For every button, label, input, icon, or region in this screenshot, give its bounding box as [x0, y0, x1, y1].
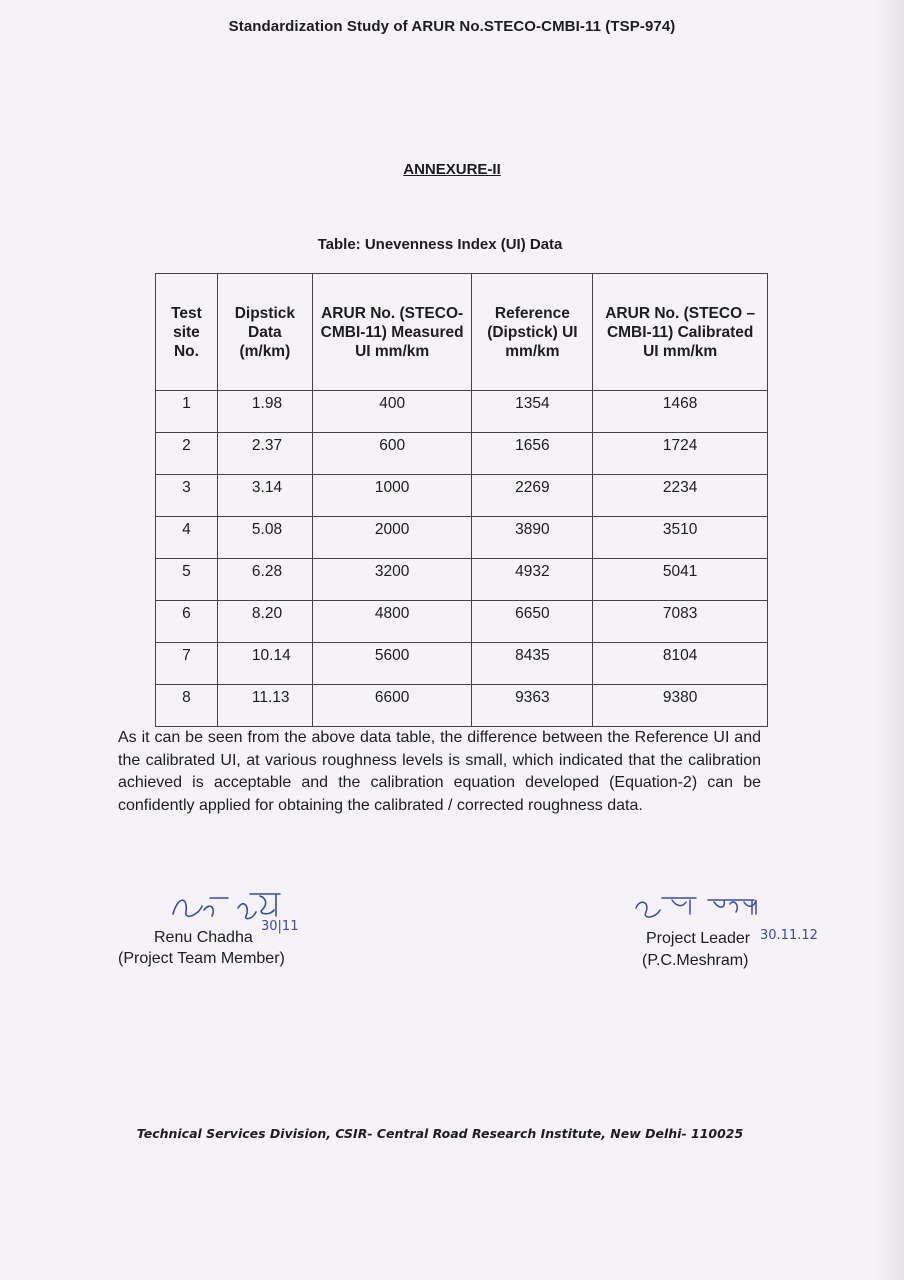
table-row	[156, 517, 768, 559]
col-header-reference-ui: Reference (Dipstick) UI mm/km	[472, 274, 593, 391]
cell-calibrated: 1724	[593, 433, 768, 475]
cell-dipstick: 1.98	[217, 391, 312, 433]
page-header: Standardization Study of ARUR No.STECO-CMBI-11 (TSP-974)	[228, 18, 676, 35]
table-row	[156, 433, 768, 475]
cell-reference: 6650	[472, 601, 593, 643]
cell-measured: 6600	[312, 685, 472, 727]
signer-name-left: Renu Chadha	[154, 929, 253, 946]
cell-site-no: 8	[156, 685, 218, 727]
cell-dipstick: 6.28	[217, 559, 312, 601]
cell-site-no: 4	[156, 517, 218, 559]
page-edge-shadow	[874, 0, 904, 1280]
cell-reference: 3890	[472, 517, 593, 559]
cell-calibrated: 8104	[593, 643, 768, 685]
table-row	[156, 643, 768, 685]
table-header-row	[156, 274, 768, 391]
cell-calibrated: 5041	[593, 559, 768, 601]
cell-reference: 4932	[472, 559, 593, 601]
cell-calibrated: 9380	[593, 685, 768, 727]
cell-dipstick: 11.13	[217, 685, 312, 727]
cell-measured: 400	[312, 391, 472, 433]
cell-dipstick: 10.14	[217, 643, 312, 685]
cell-reference: 1656	[472, 433, 593, 475]
cell-site-no: 7	[156, 643, 218, 685]
cell-measured: 3200	[312, 559, 472, 601]
table-row	[156, 685, 768, 727]
signer-role-left: (Project Team Member)	[118, 950, 285, 967]
col-header-measured-ui: ARUR No. (STECO-CMBI-11) Measured UI mm/km	[312, 274, 472, 391]
cell-dipstick: 3.14	[217, 475, 312, 517]
signer-title-right: Project Leader	[646, 930, 751, 947]
col-header-test-site: Test site No.	[156, 274, 218, 391]
cell-measured: 4800	[312, 601, 472, 643]
cell-site-no: 2	[156, 433, 218, 475]
page-footer: Technical Services Division, CSIR- Central Road Research Institute, New Delhi- 110025	[136, 1126, 744, 1141]
cell-reference: 9363	[472, 685, 593, 727]
signature-block-left	[118, 886, 378, 976]
cell-calibrated: 2234	[593, 475, 768, 517]
cell-site-no: 1	[156, 391, 218, 433]
signer-role-right: (P.C.Meshram)	[642, 952, 749, 969]
table-row	[156, 475, 768, 517]
cell-measured: 600	[312, 433, 472, 475]
cell-calibrated: 3510	[593, 517, 768, 559]
table-row	[156, 391, 768, 433]
handwritten-date-left: 30|11	[261, 919, 299, 934]
signature-block-right	[620, 892, 850, 982]
cell-dipstick: 5.08	[217, 517, 312, 559]
table-row	[156, 601, 768, 643]
col-header-dipstick-data: Dipstick Data (m/km)	[217, 274, 312, 391]
conclusion-paragraph: As it can be seen from the above data table, the difference between the Reference UI and the calibrated UI, at various roughness levels is small, which indicated that the calibration achieved is acceptable and the calibration equation developed (Equation-2) can be confidently applied for obtaining the calibrated / corrected roughness data.	[118, 729, 761, 814]
cell-site-no: 6	[156, 601, 218, 643]
cell-site-no: 5	[156, 559, 218, 601]
cell-reference: 2269	[472, 475, 593, 517]
cell-dipstick: 2.37	[217, 433, 312, 475]
cell-reference: 1354	[472, 391, 593, 433]
table-row	[156, 559, 768, 601]
cell-measured: 2000	[312, 517, 472, 559]
cell-measured: 5600	[312, 643, 472, 685]
table-title: Table: Unevenness Index (UI) Data	[317, 236, 563, 253]
ui-data-table	[155, 273, 768, 727]
col-header-calibrated-ui: ARUR No. (STECO –CMBI-11) Calibrated UI mm/km	[593, 274, 768, 391]
handwritten-date-right: 30.11.12	[760, 928, 818, 943]
cell-reference: 8435	[472, 643, 593, 685]
cell-calibrated: 7083	[593, 601, 768, 643]
cell-calibrated: 1468	[593, 391, 768, 433]
cell-site-no: 3	[156, 475, 218, 517]
cell-dipstick: 8.20	[217, 601, 312, 643]
annexure-heading: ANNEXURE-II	[403, 161, 501, 178]
cell-measured: 1000	[312, 475, 472, 517]
handwritten-signature-right	[632, 892, 802, 922]
